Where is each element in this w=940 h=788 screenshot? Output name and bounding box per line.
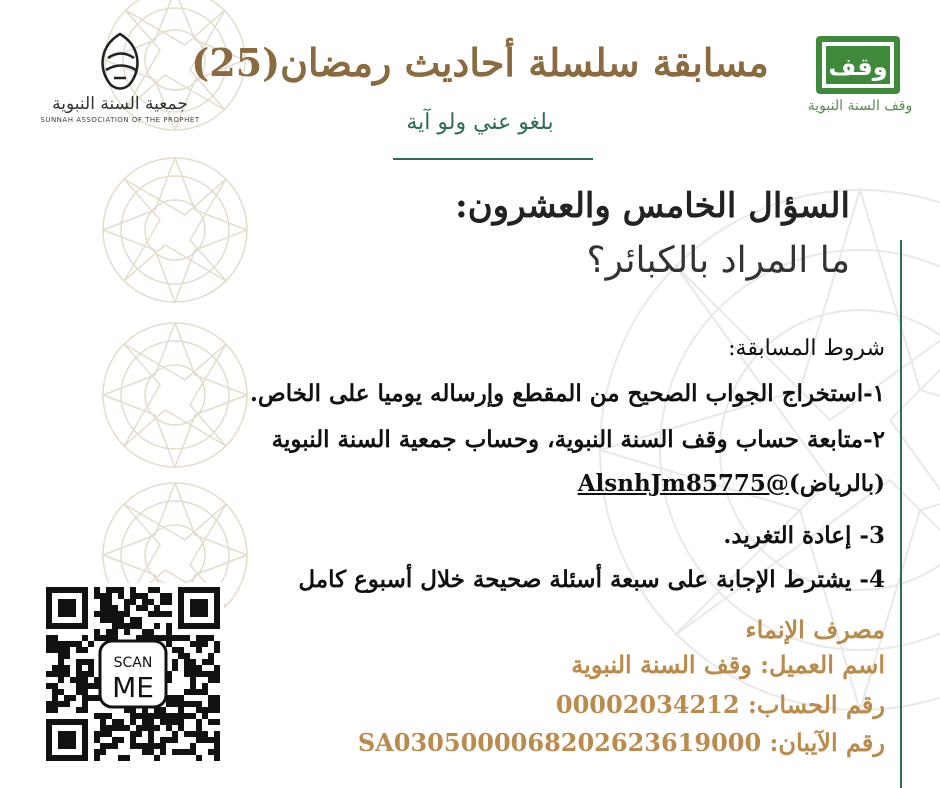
vertical-divider <box>900 240 902 788</box>
client-label: اسم العميل: <box>760 650 885 679</box>
question-heading: السؤال الخامس والعشرون: <box>455 186 850 226</box>
qr-code[interactable] <box>42 583 224 765</box>
qr-scan-label: SCAN <box>113 655 153 671</box>
condition-item-2: ٢-متابعة حساب وقف السنة النبوية، وحساب جمعية السنة النبوية <box>271 426 885 453</box>
condition-item-1: ١-استخراج الجواب الصحيح من المقطع وإرساله يوميا على الخاص. <box>249 380 885 407</box>
bank-iban-line <box>245 728 885 757</box>
condition-item-3: 3- إعادة التغريد. <box>723 522 885 549</box>
qr-me-label: ME <box>112 671 154 704</box>
competition-subtitle: بلغو عني ولو آية <box>406 110 554 135</box>
account-label: رقم الحساب: <box>747 690 885 719</box>
account-handle-link[interactable]: AlsnhJm85775@ <box>577 470 789 497</box>
conditions-heading: شروط المسابقة: <box>728 336 885 361</box>
condition-item-4: 4- يشترط الإجابة على سبعة أسئلة صحيحة خلال أسبوع كامل <box>298 566 885 593</box>
riyadh-label: (بالرياض) <box>788 470 885 497</box>
left-logo-name-ar: جمعية السنة النبوية <box>52 94 188 114</box>
bank-client-line <box>245 650 885 679</box>
account-value: 00002034212 <box>555 690 740 719</box>
question-text: ما المراد بالكبائر؟ <box>586 240 850 281</box>
left-logo-name-en: SUNNAH ASSOCIATION OF THE PROPHET <box>40 116 200 124</box>
iban-label: رقم الآيبان: <box>769 728 885 757</box>
waqf-emblem-text: وقف <box>828 53 888 81</box>
iban-value: SA0305000068202623619000 <box>357 728 762 757</box>
bank-name: مصرف الإنماء <box>745 615 885 644</box>
bank-account-line <box>245 690 885 719</box>
condition-item-2-continued <box>55 470 885 497</box>
right-logo-name: وقف السنة النبوية <box>807 98 913 114</box>
client-value: وقف السنة النبوية <box>571 650 752 679</box>
subtitle-divider <box>393 158 593 160</box>
competition-title: مسابقة سلسلة أحاديث رمضان(25) <box>191 40 769 85</box>
